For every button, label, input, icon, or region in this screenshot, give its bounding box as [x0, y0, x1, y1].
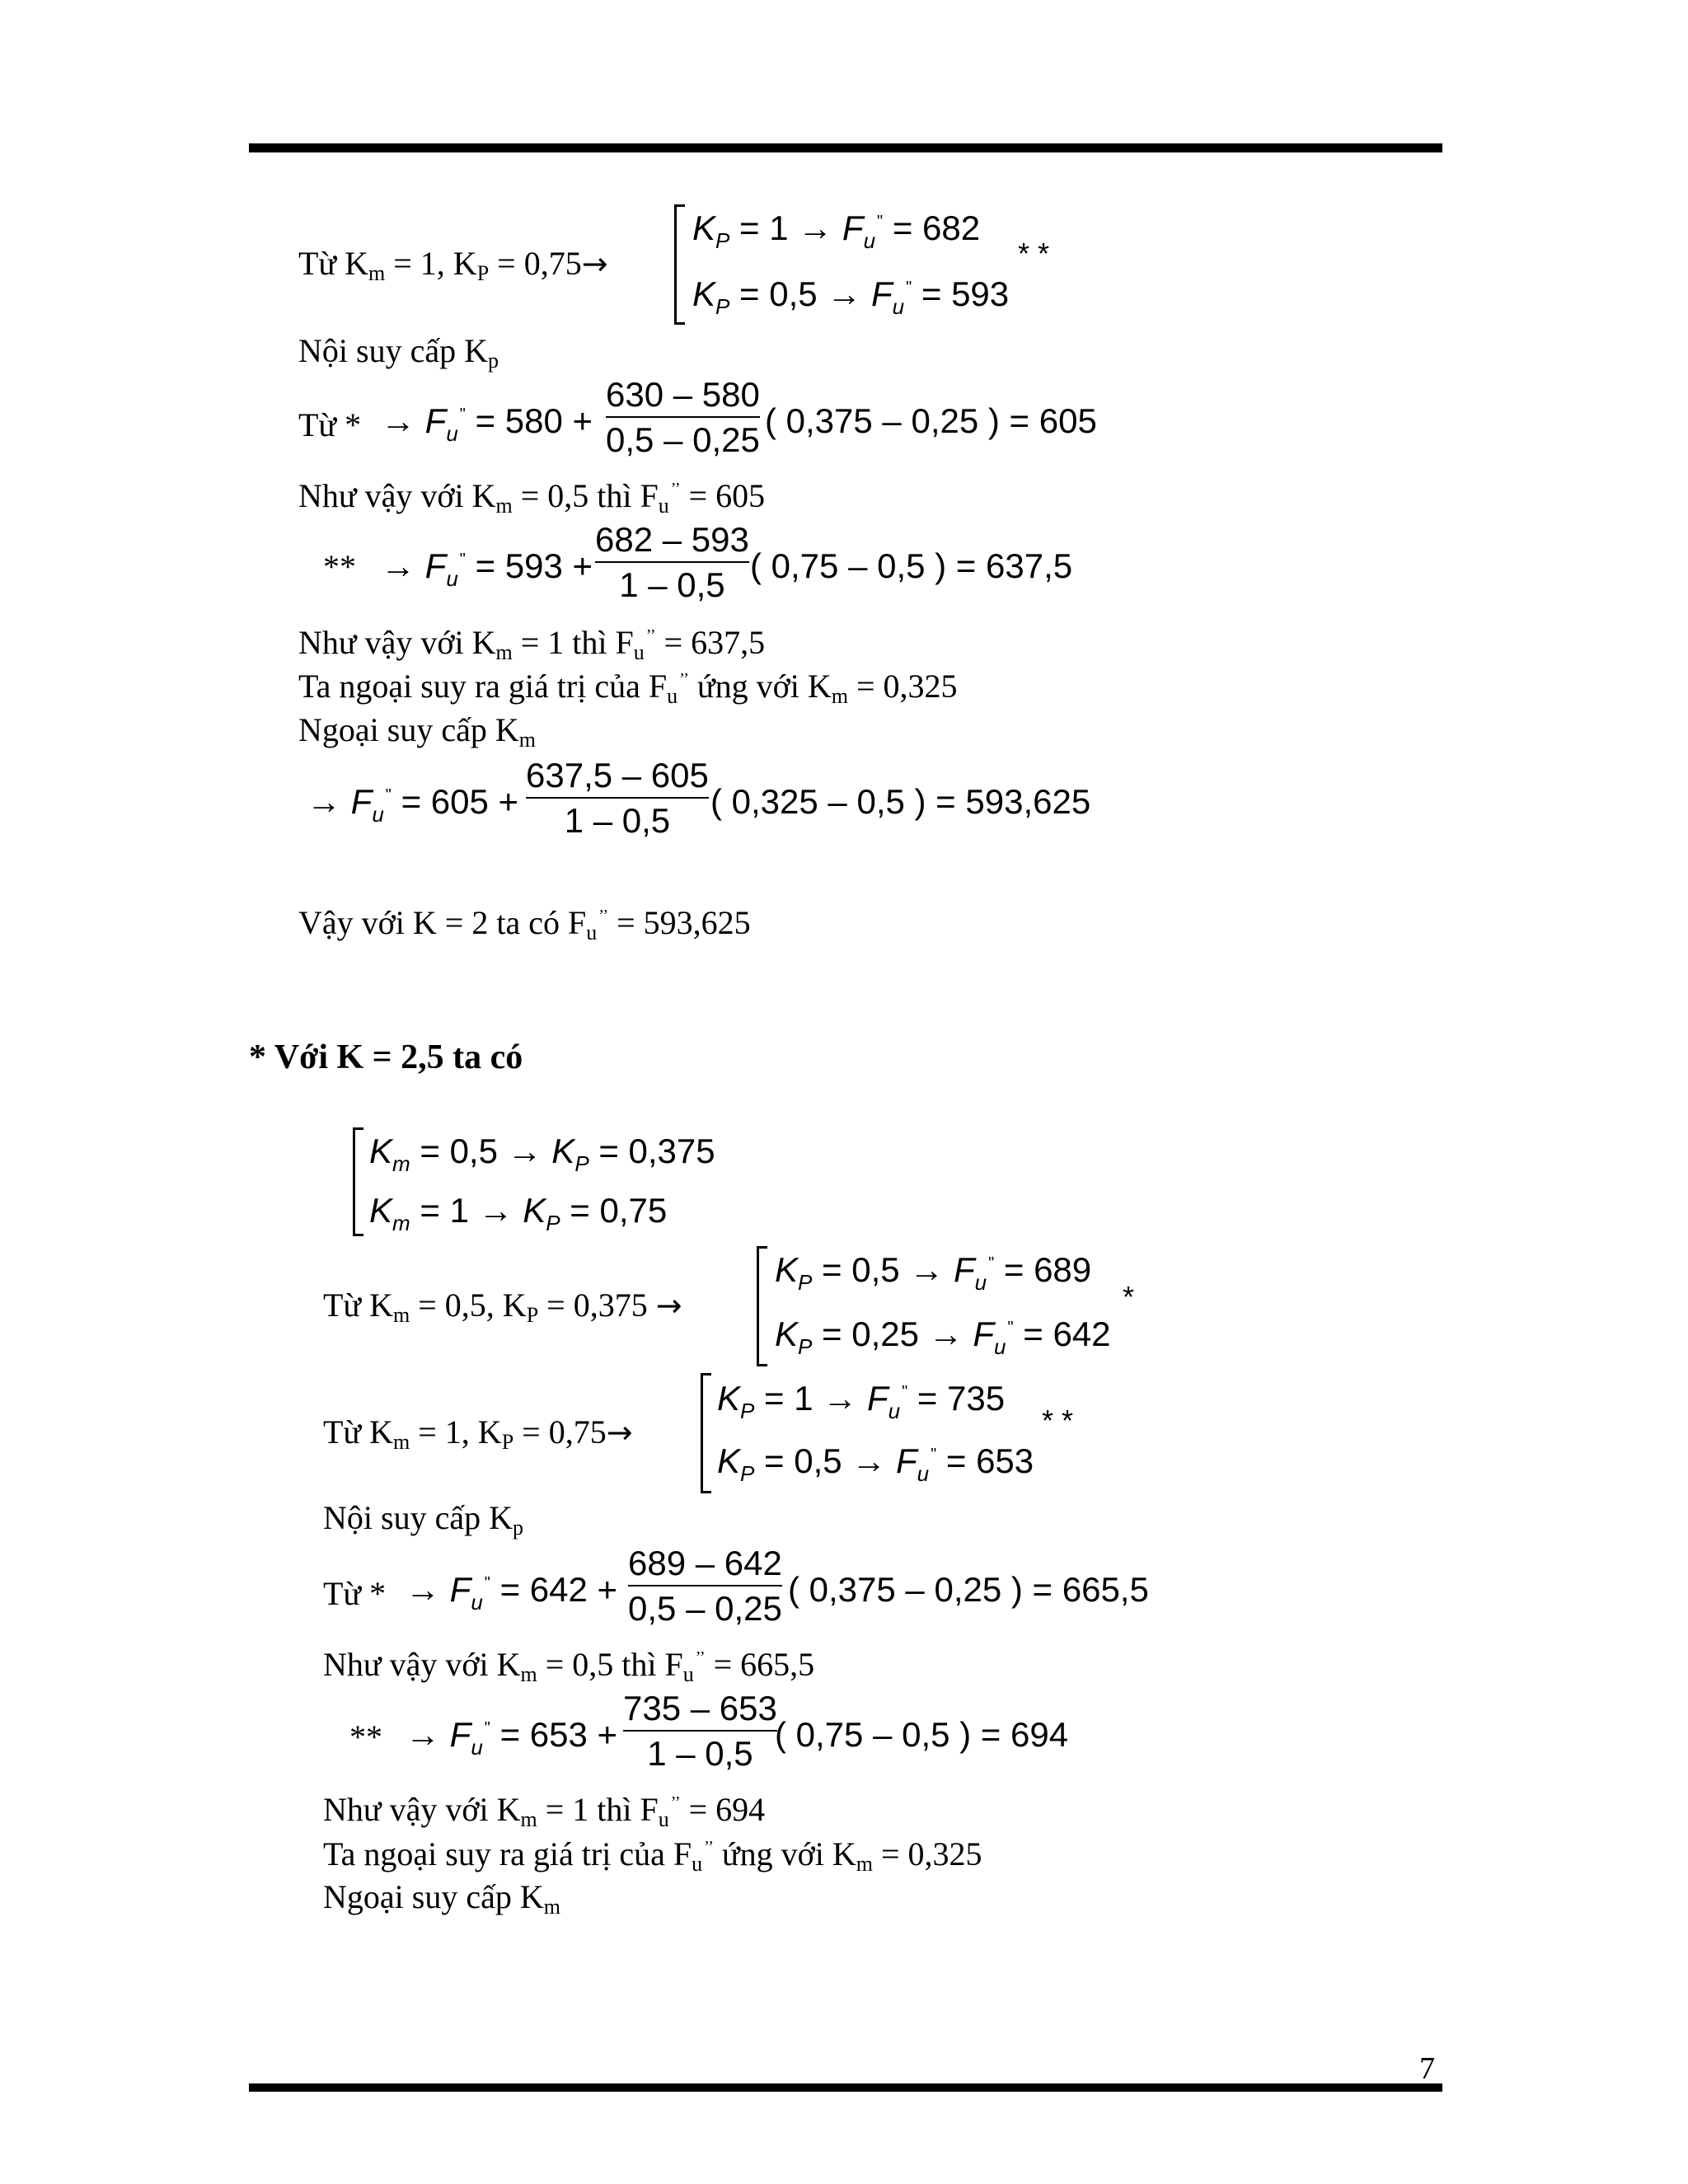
eq3-rhs: ( 0,325 – 0,5 ) = 593,625 — [710, 782, 1091, 821]
eq1-label: Từ * — [298, 406, 362, 443]
eq2-lhs: → $F_u^" = 593$ + — [381, 546, 593, 591]
eq2-rhs: ( 0,75 – 0,5 ) = 637,5 — [750, 546, 1073, 585]
km-line-2: $K_m = 1 \to K_P = 0,75$ — [369, 1191, 668, 1235]
nhu-vay-1: Như vậy với $K_m = 0,5$ thì $F_u^{’’} = 605$ — [298, 477, 766, 518]
line-tu-km05: Từ $K_m = 0,5$, $K_P = 0,375$ → — [323, 1286, 682, 1327]
eq5-label: ** — [349, 1718, 382, 1755]
eq1-lhs: → $F_u^" = 580$ + — [381, 401, 593, 446]
eq5-fraction: 735 – 653 1 – 0,5 — [623, 1689, 777, 1773]
eq1-fraction: 630 – 580 0,5 – 0,25 — [606, 375, 760, 459]
eq5-rhs: ( 0,75 – 0,5 ) = 694 — [775, 1715, 1069, 1754]
eq2-label: ** — [323, 548, 356, 585]
eq3-lhs: → $F_u^" = 605$ + — [307, 782, 519, 827]
ta-ngoai-suy-2: Ta ngoại suy ra giá trị của $F_u^{’’}$ ứng với $K_m = 0,325$ — [323, 1835, 982, 1876]
line-tu-km1-b: Từ $K_m = 1$, $K_P = 0,75\to$ — [323, 1413, 633, 1454]
star-marker: * — [1123, 1280, 1135, 1314]
vay-conclusion: Vậy với K = 2 ta có $F_u^{’’} = 593,625$ — [298, 904, 751, 944]
case-b-1: $K_P = 1 \to F_u^" = 735$ — [717, 1379, 1006, 1423]
case-line-1: $K_P = 1 \to F_u^" = 682$ — [692, 209, 981, 253]
section-heading: * Với K = 2,5 ta có — [249, 1038, 523, 1076]
km-line-1: $K_m = 0,5 \to K_P = 0,375$ — [369, 1132, 715, 1176]
ngoai-suy-heading-2: Ngoại suy cấp $K_m$ — [323, 1878, 560, 1919]
noi-suy-heading: Nội suy cấp $K_p$ — [298, 332, 499, 373]
double-star-marker: * * — [1018, 237, 1050, 270]
eq5-lhs: → $F_u^" = 653$ + — [406, 1715, 618, 1760]
top-rule — [249, 143, 1442, 152]
eq4-rhs: ( 0,375 – 0,25 ) = 665,5 — [788, 1570, 1149, 1609]
eq4-label: Từ * — [323, 1575, 387, 1612]
eq4-lhs: → $F_u^" = 642$ + — [406, 1570, 618, 1615]
ngoai-suy-heading: Ngoại suy cấp $K_m$ — [298, 711, 536, 752]
eq4-fraction: 689 – 642 0,5 – 0,25 — [628, 1544, 782, 1628]
nhu-vay-2: Như vậy với $K_m = 1$ thì $F_u^{’’} = 637,5$ — [298, 624, 766, 664]
case-a-2: $K_P = 0,25 \to F_u^" = 642$ — [775, 1315, 1111, 1359]
page-number: 7 — [1419, 2051, 1435, 2086]
ta-ngoai-suy: Ta ngoại suy ra giá trị của $F_u^{’’}$ ứng với $K_m = 0,325$ — [298, 668, 958, 708]
case-bracket — [674, 204, 685, 325]
case-line-2: $K_P = 0,5 \to F_u^" = 593$ — [692, 274, 1010, 319]
km-bracket — [353, 1127, 363, 1236]
eq3-fraction: 637,5 – 605 1 – 0,5 — [526, 756, 709, 840]
case-bracket-b — [701, 1373, 711, 1493]
eq2-fraction: 682 – 593 1 – 0,5 — [595, 520, 749, 604]
double-star-marker-2: * * — [1042, 1404, 1074, 1437]
line-tu-km1: Từ $K_m = 1$, $K_P = 0,75\to$ — [298, 245, 608, 285]
eq1-rhs: ( 0,375 – 0,25 ) = 605 — [765, 401, 1097, 440]
nhu-vay-3: Như vậy với $K_m = 0,5$ thì $F_u^{’’} = 665,5$ — [323, 1646, 815, 1686]
case-a-1: $K_P = 0,5 \to F_u^" = 689$ — [775, 1250, 1092, 1295]
case-bracket-a — [757, 1246, 767, 1366]
case-b-2: $K_P = 0,5 \to F_u^" = 653$ — [717, 1441, 1034, 1486]
noi-suy-heading-2: Nội suy cấp $K_p$ — [323, 1499, 523, 1540]
nhu-vay-4: Như vậy với $K_m = 1$ thì $F_u^{’’} = 694$ — [323, 1791, 766, 1831]
bottom-rule — [249, 2083, 1442, 2092]
